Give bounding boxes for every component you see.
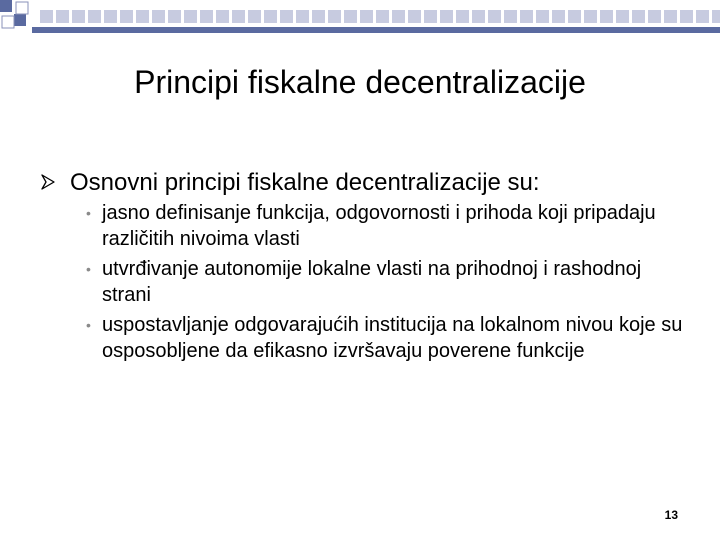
sub-bullet-item (86, 200, 686, 252)
header-accent-square (14, 14, 26, 26)
header-light-square (648, 10, 661, 23)
header-light-square (248, 10, 261, 23)
sub-bullet-list (86, 200, 686, 368)
header-light-square (392, 10, 405, 23)
header-light-square (136, 10, 149, 23)
header-light-square (504, 10, 517, 23)
sub-bullet-text: uspostavljanje odgovarajućih institucija na lokalnom nivou koje su osposobljene da efikasno izvršavaju poverene funkcije (102, 314, 683, 362)
page-number: 13 (664, 508, 678, 522)
header-light-square (520, 10, 533, 23)
slide-title: Principi fiskalne decentralizacije (134, 64, 586, 100)
header-light-square (696, 10, 709, 23)
sub-bullet-text: jasno definisanje funkcija, odgovornosti i prihoda koji pripadaju različitih nivoima vlasti (102, 202, 656, 250)
decorative-header-squares (0, 0, 720, 40)
header-outline-square (2, 16, 14, 28)
header-light-square (280, 10, 293, 23)
header-light-square (408, 10, 421, 23)
header-square-row (32, 10, 720, 33)
main-bullet-text: Osnovni principi fiskalne decentralizacije su: (70, 169, 540, 196)
header-light-square (536, 10, 549, 23)
header-light-square (584, 10, 597, 23)
header-light-square (328, 10, 341, 23)
main-bullet (40, 168, 700, 198)
sub-bullet-item (86, 256, 686, 308)
header-light-square (296, 10, 309, 23)
header-light-square (344, 10, 357, 23)
header-light-square (152, 10, 165, 23)
header-light-square (56, 10, 69, 23)
header-light-square (440, 10, 453, 23)
header-accent-band (32, 27, 720, 33)
header-light-square (712, 10, 720, 23)
header-light-square (568, 10, 581, 23)
header-light-square (40, 10, 53, 23)
header-light-square (264, 10, 277, 23)
header-light-square (376, 10, 389, 23)
header-outline-square (16, 2, 28, 14)
header-light-square (72, 10, 85, 23)
header-light-square (456, 10, 469, 23)
header-accent-square (0, 0, 12, 12)
arrowhead-bullet-icon (40, 174, 68, 195)
header-light-square (120, 10, 133, 23)
sub-bullet-item (86, 312, 686, 364)
header-light-square (184, 10, 197, 23)
bullet-dot-icon: • (86, 205, 91, 221)
bullet-dot-icon: • (86, 261, 91, 277)
header-light-square (472, 10, 485, 23)
header-light-square (600, 10, 613, 23)
header-light-square (488, 10, 501, 23)
header-light-square (552, 10, 565, 23)
header-light-square (200, 10, 213, 23)
header-light-square (216, 10, 229, 23)
header-light-square (664, 10, 677, 23)
header-light-square (616, 10, 629, 23)
bullet-dot-icon: • (86, 317, 91, 333)
header-light-square (680, 10, 693, 23)
header-light-square (104, 10, 117, 23)
header-light-square (360, 10, 373, 23)
header-light-square (232, 10, 245, 23)
header-light-square (168, 10, 181, 23)
header-light-square (424, 10, 437, 23)
header-light-square (312, 10, 325, 23)
sub-bullet-text: utvrđivanje autonomije lokalne vlasti na prihodnoj i rashodnoj strani (102, 258, 642, 306)
header-light-square (632, 10, 645, 23)
header-light-square (88, 10, 101, 23)
